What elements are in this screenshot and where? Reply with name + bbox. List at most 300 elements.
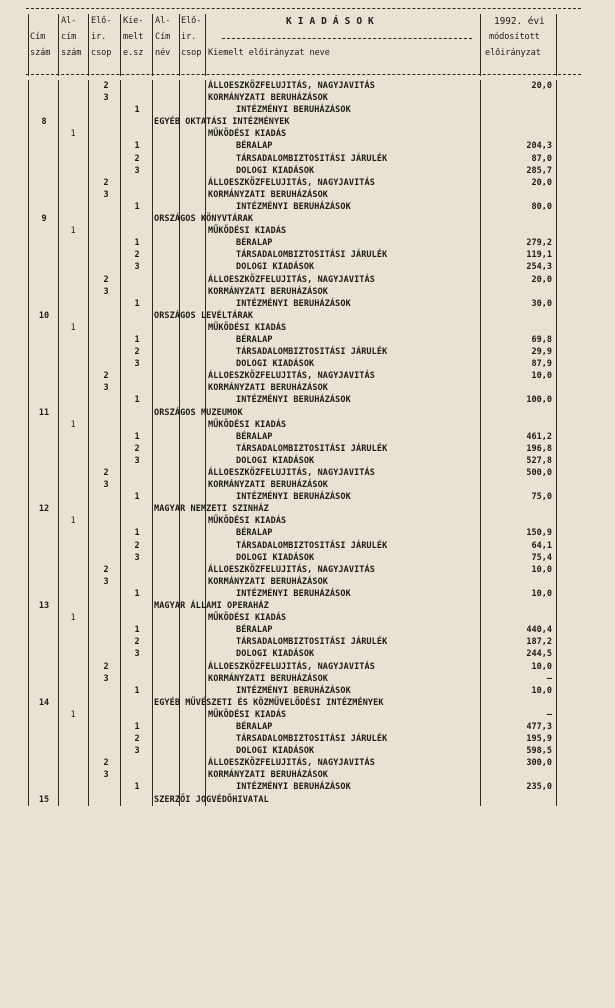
column-divider xyxy=(152,298,153,310)
column-divider xyxy=(88,455,89,467)
eloir-csop-number: 2 xyxy=(103,274,109,285)
kiemelt-number: 1 xyxy=(134,625,140,636)
column-divider xyxy=(58,794,59,806)
column-divider xyxy=(58,322,59,334)
hdr-elo-2: ir. xyxy=(91,32,107,42)
column-divider xyxy=(152,588,153,600)
column-divider xyxy=(205,709,206,721)
hdr-al-1: Al- xyxy=(155,16,171,26)
column-divider xyxy=(152,515,153,527)
column-divider xyxy=(88,443,89,455)
column-divider xyxy=(205,334,206,346)
column-divider xyxy=(88,612,89,624)
eloir-csop-number: 2 xyxy=(103,81,109,91)
alcim-number xyxy=(62,334,84,346)
column-divider xyxy=(556,745,557,757)
column-divider xyxy=(58,600,59,612)
alcim-number xyxy=(62,116,84,128)
appropriation-value xyxy=(484,697,552,709)
column-divider xyxy=(480,721,481,733)
column-divider xyxy=(88,600,89,612)
column-divider xyxy=(556,237,557,249)
table-row xyxy=(0,394,615,406)
column-divider xyxy=(28,92,29,104)
column-divider xyxy=(179,382,180,394)
cim-number xyxy=(30,286,58,298)
column-divider xyxy=(152,685,153,697)
column-divider xyxy=(88,116,89,128)
column-divider xyxy=(556,140,557,152)
column-divider xyxy=(120,612,121,624)
cim-number xyxy=(30,153,58,165)
table-row xyxy=(0,491,615,503)
column-divider xyxy=(58,394,59,406)
column-divider xyxy=(120,721,121,733)
cim-number xyxy=(30,443,58,455)
header-divider xyxy=(556,14,557,76)
cim-number xyxy=(30,274,58,286)
alcim-number xyxy=(62,503,84,515)
column-divider xyxy=(28,128,29,140)
column-divider xyxy=(28,322,29,334)
kiemelt-number xyxy=(124,467,150,479)
column-divider xyxy=(205,346,206,358)
column-divider xyxy=(58,515,59,527)
column-divider xyxy=(480,636,481,648)
cim-number xyxy=(30,588,58,600)
hdr-eloir-2: ir. xyxy=(181,32,197,42)
alcim-number xyxy=(62,92,84,104)
column-divider xyxy=(28,455,29,467)
column-divider xyxy=(120,515,121,527)
column-divider xyxy=(28,237,29,249)
column-divider xyxy=(205,431,206,443)
column-divider xyxy=(480,709,481,721)
eloir-csop-number xyxy=(92,733,120,745)
eloir-csop-number xyxy=(92,322,120,334)
header-divider xyxy=(152,14,153,76)
column-divider xyxy=(205,479,206,491)
column-divider xyxy=(28,286,29,298)
cim-number xyxy=(30,225,58,237)
column-divider xyxy=(88,769,89,781)
column-divider xyxy=(58,503,59,515)
kiemelt-number xyxy=(124,419,150,431)
hdr-cim-2: Cím xyxy=(30,32,46,42)
eloir-csop-number xyxy=(92,140,120,152)
table-row xyxy=(0,612,615,624)
cim-number xyxy=(30,540,58,552)
column-divider xyxy=(58,757,59,769)
eloir-csop-number: 2 xyxy=(103,564,109,575)
table-row xyxy=(0,286,615,298)
column-divider xyxy=(120,685,121,697)
column-divider xyxy=(88,298,89,310)
table-row xyxy=(0,624,615,636)
column-divider xyxy=(179,249,180,261)
table-row xyxy=(0,733,615,745)
cim-number xyxy=(30,165,58,177)
column-divider xyxy=(480,685,481,697)
column-divider xyxy=(58,636,59,648)
table-row xyxy=(0,781,615,793)
alcim-number: 1 xyxy=(70,419,76,430)
appropriation-name: KORMÁNYZATI BERUHÁZÁSOK xyxy=(208,576,329,587)
appropriation-value xyxy=(484,794,552,806)
column-divider xyxy=(179,721,180,733)
column-divider xyxy=(28,394,29,406)
appropriation-name: KORMÁNYZATI BERUHÁZÁSOK xyxy=(208,673,329,684)
column-divider xyxy=(120,286,121,298)
column-divider xyxy=(120,261,121,273)
column-divider xyxy=(88,503,89,515)
column-divider xyxy=(179,370,180,382)
appropriation-name: KORMÁNYZATI BERUHÁZÁSOK xyxy=(208,286,329,297)
table-row xyxy=(0,298,615,310)
column-divider xyxy=(28,745,29,757)
kiemelt-number xyxy=(124,370,150,382)
alcim-number xyxy=(62,576,84,588)
eloir-csop-number xyxy=(92,552,120,564)
eloir-csop-number xyxy=(92,431,120,443)
kiemelt-number xyxy=(124,794,150,806)
column-divider xyxy=(58,274,59,286)
column-divider xyxy=(152,346,153,358)
column-divider xyxy=(152,661,153,673)
header-divider xyxy=(58,14,59,76)
column-divider xyxy=(152,721,153,733)
column-divider xyxy=(88,286,89,298)
column-divider xyxy=(480,358,481,370)
eloir-csop-number: 2 xyxy=(103,661,109,672)
column-divider xyxy=(179,128,180,140)
column-divider xyxy=(120,128,121,140)
appropriation-name: INTÉZMÉNYI BERUHÁZÁSOK xyxy=(236,782,351,793)
hdr-eloir-1: Elő- xyxy=(181,16,202,26)
column-divider xyxy=(120,576,121,588)
column-divider xyxy=(179,648,180,660)
appropriation-name: DOLOGI KIADÁSOK xyxy=(236,262,315,273)
cim-number xyxy=(30,491,58,503)
eloir-csop-number xyxy=(92,600,120,612)
column-divider xyxy=(205,769,206,781)
kiemelt-number xyxy=(124,189,150,201)
column-divider xyxy=(28,697,29,709)
kiemelt-number xyxy=(124,213,150,225)
column-divider xyxy=(480,225,481,237)
column-divider xyxy=(88,648,89,660)
column-divider xyxy=(480,165,481,177)
cim-number xyxy=(30,576,58,588)
appropriation-name: DOLOGI KIADÁSOK xyxy=(236,165,315,176)
column-divider xyxy=(205,286,206,298)
table-row xyxy=(0,346,615,358)
column-divider xyxy=(88,334,89,346)
column-divider xyxy=(28,527,29,539)
kiemelt-number xyxy=(124,709,150,721)
kiemelt-number: 3 xyxy=(134,165,140,176)
table-row xyxy=(0,237,615,249)
column-divider xyxy=(88,237,89,249)
cim-number xyxy=(30,781,58,793)
appropriation-name: MŰKÖDÉSI KIADÁS xyxy=(208,516,287,527)
alcim-number xyxy=(62,177,84,189)
cim-number xyxy=(30,177,58,189)
column-divider xyxy=(152,648,153,660)
eloir-csop-number xyxy=(92,503,120,515)
column-divider xyxy=(58,564,59,576)
column-divider xyxy=(88,128,89,140)
table-row xyxy=(0,128,615,140)
appropriation-name: DOLOGI KIADÁSOK xyxy=(236,649,315,660)
column-divider xyxy=(205,781,206,793)
kiemelt-number xyxy=(124,322,150,334)
column-divider xyxy=(205,274,206,286)
eloir-csop-number: 2 xyxy=(103,468,109,478)
column-divider xyxy=(28,576,29,588)
table-row xyxy=(0,697,615,709)
column-divider xyxy=(205,612,206,624)
table-row xyxy=(0,661,615,673)
column-divider xyxy=(205,394,206,406)
alcim-number: 1 xyxy=(70,322,76,333)
column-divider xyxy=(556,527,557,539)
appropriation-name: INTÉZMÉNYI BERUHÁZÁSOK xyxy=(236,492,351,503)
column-divider xyxy=(179,286,180,298)
table-row xyxy=(0,201,615,213)
appropriation-value xyxy=(484,92,552,104)
column-divider xyxy=(58,334,59,346)
kiemelt-number xyxy=(124,661,150,673)
eloir-csop-number: 3 xyxy=(103,673,109,684)
kiemelt-number: 2 xyxy=(134,347,140,358)
column-divider xyxy=(205,165,206,177)
kiemelt-number: 3 xyxy=(134,746,140,757)
column-divider xyxy=(179,552,180,564)
cim-number xyxy=(30,346,58,358)
table-row xyxy=(0,527,615,539)
column-divider xyxy=(480,467,481,479)
column-divider xyxy=(205,685,206,697)
column-divider xyxy=(556,177,557,189)
column-divider xyxy=(28,431,29,443)
column-divider xyxy=(152,249,153,261)
column-divider xyxy=(28,274,29,286)
appropriation-name: KORMÁNYZATI BERUHÁZÁSOK xyxy=(208,480,329,491)
column-divider xyxy=(28,600,29,612)
column-divider xyxy=(58,612,59,624)
column-divider xyxy=(152,225,153,237)
column-divider xyxy=(120,794,121,806)
eloir-csop-number xyxy=(92,624,120,636)
cim-number xyxy=(30,564,58,576)
column-divider xyxy=(58,189,59,201)
kiemelt-number xyxy=(124,515,150,527)
kiemelt-number: 1 xyxy=(134,685,140,696)
kiemelt-number xyxy=(124,479,150,491)
appropriation-name: MAGYAR ÁLLAMI OPERAHÁZ xyxy=(154,601,269,612)
appropriation-value xyxy=(484,382,552,394)
column-divider xyxy=(88,80,89,92)
column-divider xyxy=(556,201,557,213)
table-row xyxy=(0,745,615,757)
appropriation-name: INTÉZMÉNYI BERUHÁZÁSOK xyxy=(236,201,351,212)
kiemelt-number: 1 xyxy=(134,141,140,152)
appropriation-name: MŰKÖDÉSI KIADÁS xyxy=(208,419,287,430)
kiemelt-number: 1 xyxy=(134,528,140,539)
column-divider xyxy=(556,721,557,733)
table-row xyxy=(0,455,615,467)
alcim-number xyxy=(62,600,84,612)
column-divider xyxy=(120,382,121,394)
cim-number xyxy=(30,431,58,443)
cim-number xyxy=(30,757,58,769)
alcim-number xyxy=(62,346,84,358)
column-divider xyxy=(205,661,206,673)
column-divider xyxy=(205,249,206,261)
alcim-number xyxy=(62,274,84,286)
column-divider xyxy=(556,588,557,600)
kiemelt-number xyxy=(124,225,150,237)
column-divider xyxy=(58,491,59,503)
column-divider xyxy=(120,781,121,793)
column-divider xyxy=(152,564,153,576)
column-divider xyxy=(179,673,180,685)
alcim-number xyxy=(62,237,84,249)
column-divider xyxy=(152,552,153,564)
cim-number xyxy=(30,455,58,467)
cim-number xyxy=(30,201,58,213)
column-divider xyxy=(556,394,557,406)
column-divider xyxy=(179,153,180,165)
appropriation-name: DOLOGI KIADÁSOK xyxy=(236,746,315,757)
column-divider xyxy=(205,322,206,334)
column-divider xyxy=(28,540,29,552)
column-divider xyxy=(152,104,153,116)
kiemelt-number xyxy=(124,757,150,769)
cim-number: 11 xyxy=(38,407,50,418)
alcim-number xyxy=(62,781,84,793)
column-divider xyxy=(205,455,206,467)
column-divider xyxy=(28,769,29,781)
appropriation-value: 300,0 xyxy=(526,758,552,769)
column-divider xyxy=(88,177,89,189)
eloir-csop-number xyxy=(92,128,120,140)
column-divider xyxy=(205,552,206,564)
column-divider xyxy=(120,745,121,757)
column-divider xyxy=(120,588,121,600)
column-divider xyxy=(205,673,206,685)
column-divider xyxy=(28,443,29,455)
alcim-number xyxy=(62,261,84,273)
column-divider xyxy=(152,80,153,92)
column-divider xyxy=(88,104,89,116)
column-divider xyxy=(152,116,153,128)
column-divider xyxy=(58,479,59,491)
column-divider xyxy=(179,733,180,745)
kiemelt-number: 2 xyxy=(134,540,140,551)
column-divider xyxy=(205,745,206,757)
column-divider xyxy=(179,261,180,273)
column-divider xyxy=(152,177,153,189)
eloir-csop-number: 2 xyxy=(103,758,109,769)
column-divider xyxy=(556,443,557,455)
appropriation-value: 80,0 xyxy=(531,201,552,212)
column-divider xyxy=(88,310,89,322)
appropriation-value: 20,0 xyxy=(531,177,552,188)
table-row xyxy=(0,419,615,431)
column-divider xyxy=(88,261,89,273)
column-divider xyxy=(120,733,121,745)
column-divider xyxy=(179,479,180,491)
column-divider xyxy=(152,503,153,515)
column-divider xyxy=(120,564,121,576)
column-divider xyxy=(205,153,206,165)
alcim-number xyxy=(62,201,84,213)
column-divider xyxy=(28,140,29,152)
kiemelt-number: 1 xyxy=(134,431,140,442)
column-divider xyxy=(179,781,180,793)
eloir-csop-number: 3 xyxy=(103,770,109,781)
appropriation-value: 10,0 xyxy=(531,661,552,672)
column-divider xyxy=(179,274,180,286)
column-divider xyxy=(28,104,29,116)
alcim-number: 1 xyxy=(70,129,76,140)
eloir-csop-number xyxy=(92,407,120,419)
table-row xyxy=(0,673,615,685)
cim-number xyxy=(30,467,58,479)
appropriation-name: ÁLLOESZKÖZFELUJITÁS, NAGYJAVITÁS xyxy=(208,274,375,285)
column-divider xyxy=(179,165,180,177)
column-divider xyxy=(88,685,89,697)
column-divider xyxy=(179,588,180,600)
budget-table-body xyxy=(0,80,615,806)
column-divider xyxy=(152,624,153,636)
column-divider xyxy=(28,213,29,225)
column-divider xyxy=(120,358,121,370)
appropriation-value: — xyxy=(546,709,552,720)
column-divider xyxy=(179,201,180,213)
appropriation-value xyxy=(484,407,552,419)
appropriation-value: 187,2 xyxy=(526,637,552,648)
alcim-number xyxy=(62,165,84,177)
column-divider xyxy=(88,225,89,237)
appropriation-value: 527,8 xyxy=(526,455,552,466)
column-divider xyxy=(58,745,59,757)
table-row xyxy=(0,322,615,334)
appropriation-name: INTÉZMÉNYI BERUHÁZÁSOK xyxy=(236,105,351,116)
column-divider xyxy=(152,153,153,165)
column-divider xyxy=(152,419,153,431)
alcim-number xyxy=(62,455,84,467)
column-divider xyxy=(88,636,89,648)
appropriation-value xyxy=(484,310,552,322)
alcim-number xyxy=(62,745,84,757)
cim-number xyxy=(30,709,58,721)
eloir-csop-number xyxy=(92,310,120,322)
cim-number xyxy=(30,636,58,648)
column-divider xyxy=(88,92,89,104)
eloir-csop-number: 2 xyxy=(103,371,109,382)
column-divider xyxy=(28,419,29,431)
kiemelt-number xyxy=(124,382,150,394)
column-divider xyxy=(58,165,59,177)
column-divider xyxy=(58,527,59,539)
column-divider xyxy=(120,661,121,673)
column-divider xyxy=(58,80,59,92)
kiemelt-number xyxy=(124,80,150,92)
column-divider xyxy=(28,334,29,346)
